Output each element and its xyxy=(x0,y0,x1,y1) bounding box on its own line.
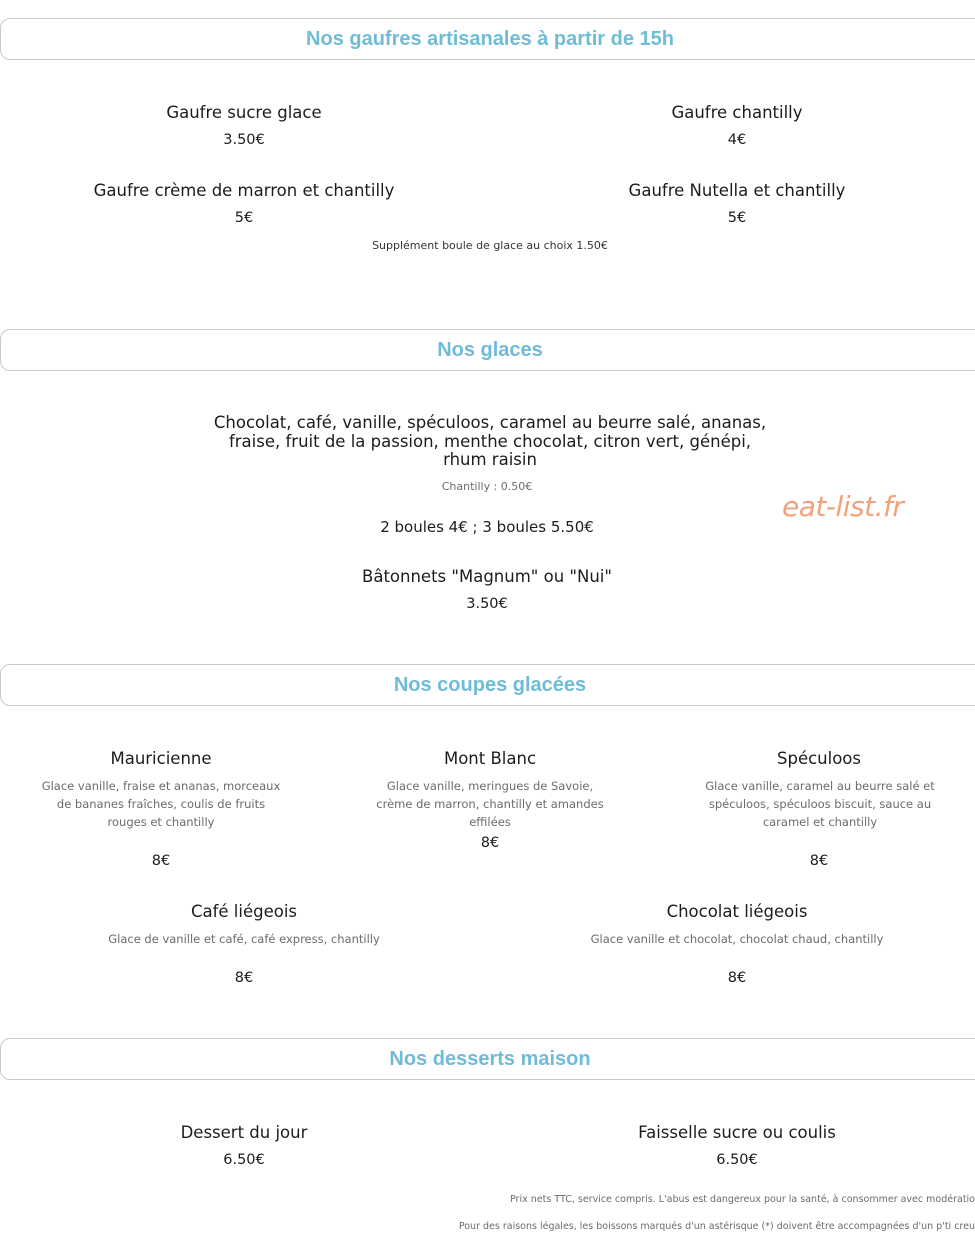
menu-item-price: 8€ xyxy=(727,970,747,986)
menu-item-name: Faisselle sucre ou coulis xyxy=(638,1123,836,1142)
menu-item-name: Spéculoos xyxy=(777,749,861,768)
scoops-pricing: 2 boules 4€ ; 3 boules 5.50€ xyxy=(380,518,594,536)
menu-item-name: Gaufre sucre glace xyxy=(166,103,322,122)
section-title-waffles: Nos gaufres artisanales à partir de 15h xyxy=(306,28,674,50)
section-title-desserts: Nos desserts maison xyxy=(389,1048,591,1070)
menu-item-description: Glace vanille et chocolat, chocolat chaud, chantilly xyxy=(590,932,884,946)
menu-item-name: Chocolat liégeois xyxy=(666,902,808,921)
menu-item-price: 8€ xyxy=(480,835,500,851)
chantilly-note: Chantilly : 0.50€ xyxy=(441,480,533,493)
menu-item-name: Café liégeois xyxy=(190,902,298,921)
menu-item-price: 8€ xyxy=(234,970,254,986)
ice-cream-flavors: Chocolat, café, vanille, spéculoos, caramel au beurre salé, ananas, fraise, fruit de la passion, menthe chocolat, citron vert, génépi, rhum raisin xyxy=(213,413,767,469)
footer-line-legal: Pour des raisons légales, les boissons marqués d'un astérisque (*) doivent être accompagnées d'un p'ti creu xyxy=(458,1221,975,1232)
menu-item-description: Glace vanille, meringues de Savoie, crème de marron, chantilly et amandes effilées xyxy=(376,779,604,829)
menu-item-name: Dessert du jour xyxy=(180,1123,308,1142)
section-title-ice-creams: Nos glaces xyxy=(437,339,543,361)
watermark: eat-list.fr xyxy=(782,490,904,523)
menu-item-name: Mauricienne xyxy=(110,749,212,768)
menu-item-description: Glace de vanille et café, café express, chantilly xyxy=(108,932,380,946)
menu-item-description: Glace vanille, caramel au beurre salé et spéculoos, spéculoos biscuit, sauce au caramel et chantilly xyxy=(705,779,935,829)
menu-item-description: Glace vanille, fraise et ananas, morceaux de bananes fraîches, coulis de fruits rouges et chantilly xyxy=(41,779,281,829)
menu-item-name: Gaufre chantilly xyxy=(671,103,803,122)
menu-item-price: 8€ xyxy=(151,853,171,869)
menu-item-price: 3.50€ xyxy=(223,132,265,148)
supplement-note: Supplément boule de glace au choix 1.50€ xyxy=(372,239,608,252)
menu-item-price: 3.50€ xyxy=(466,596,508,612)
menu-item-price: 8€ xyxy=(809,853,829,869)
menu-item-price: 6.50€ xyxy=(223,1152,265,1168)
menu-item-name: Gaufre Nutella et chantilly xyxy=(628,181,846,200)
menu-item-price: 6.50€ xyxy=(716,1152,758,1168)
menu-item-price: 4€ xyxy=(727,132,747,148)
section-title-sundaes: Nos coupes glacées xyxy=(393,674,587,696)
menu-item-name: Bâtonnets "Magnum" ou "Nui" xyxy=(362,567,612,586)
footer xyxy=(0,1190,975,1250)
menu-item-price: 5€ xyxy=(727,210,747,226)
menu-item-name: Mont Blanc xyxy=(443,749,537,768)
menu-item-name: Gaufre crème de marron et chantilly xyxy=(93,181,395,200)
menu-item-price: 5€ xyxy=(234,210,254,226)
footer-line-prices: Prix nets TTC, service compris. L'abus est dangereux pour la santé, à consommer avec modératio xyxy=(510,1194,975,1205)
